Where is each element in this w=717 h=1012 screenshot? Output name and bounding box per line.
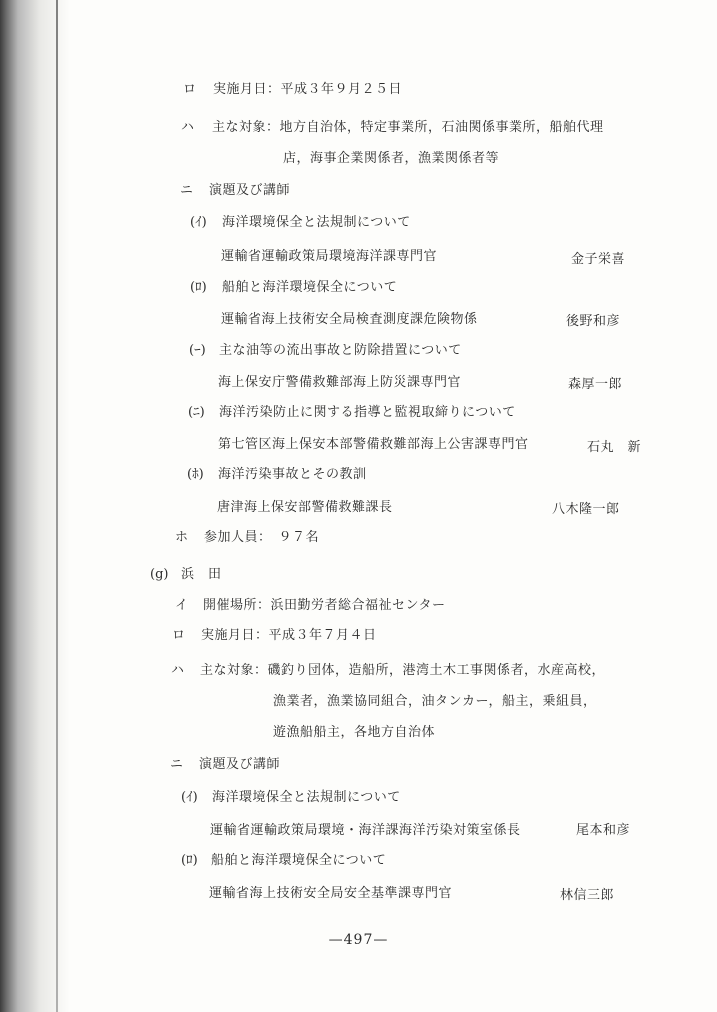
text-line: 海上保安庁警備救難部海上防災課専門官: [218, 375, 462, 390]
list-marker: (ｲ): [190, 215, 207, 230]
list-marker: イ: [175, 598, 189, 613]
list-marker: (g): [150, 567, 169, 582]
lecturer-name: 林信三郎: [560, 888, 615, 903]
text-line: 漁業者，漁業協同組合，油タンカー，船主，乗組員，: [273, 694, 597, 709]
text-line: 実施月日：平成３年７月４日: [201, 628, 377, 643]
text-line: 船舶と海洋環境保全について: [211, 853, 387, 868]
list-marker: ハ: [171, 663, 185, 678]
text-line: 第七管区海上保安本部警備救難部海上公害課専門官: [218, 437, 529, 452]
list-marker: (ﾛ): [181, 853, 198, 868]
text-line: 主な油等の流出事故と防除措置について: [219, 343, 462, 358]
section-heading: 浜 田: [181, 567, 222, 582]
lecturer-name: 後野和彦: [566, 314, 621, 329]
text-line: 唐津海上保安部警備救難課長: [217, 500, 393, 515]
text-line: 演題及び講師: [209, 183, 291, 198]
list-marker: ロ: [172, 628, 186, 643]
list-marker: (ｰ): [189, 343, 206, 358]
text-line: 船舶と海洋環境保全について: [222, 280, 398, 295]
text-line: 海洋汚染事故とその教訓: [218, 467, 367, 482]
list-marker: ロ: [183, 82, 197, 97]
lecturer-name: 石丸 新: [587, 440, 642, 455]
text-line: 運輸省海上技術安全局検査測度課危険物係: [221, 312, 478, 327]
text-line: 海洋汚染防止に関する指導と監視取締りについて: [219, 405, 516, 420]
list-marker: ホ: [175, 530, 189, 545]
lecturer-name: 金子栄喜: [571, 252, 626, 267]
list-marker: ニ: [170, 757, 184, 772]
text-line: 演題及び講師: [199, 757, 281, 772]
lecturer-name: 尾本和彦: [576, 823, 631, 838]
list-marker: (ｲ): [181, 790, 198, 805]
text-line: 主な対象：磯釣り団体，造船所，港湾土木工事関係者，水産高校，: [200, 663, 606, 678]
text-line: 開催場所：浜田勤労者総合福祉センター: [203, 598, 446, 613]
list-marker: ハ: [181, 120, 195, 135]
text-line: 運輸省運輸政策局環境海洋課専門官: [221, 249, 438, 264]
text-line: 主な対象：地方自治体，特定事業所，石油関係事業所，船舶代理: [212, 120, 604, 135]
text-line: 海洋環境保全と法規制について: [212, 790, 401, 805]
text-line: 運輸省海上技術安全局安全基準課専門官: [209, 886, 453, 901]
lecturer-name: 森厚一郎: [568, 377, 623, 392]
text-line: 運輸省運輸政策局環境・海洋課海洋汚染対策室係長: [210, 823, 521, 838]
text-line: 遊漁船船主，各地方自治体: [273, 725, 436, 740]
text-line: 参加人員： ９７名: [204, 530, 320, 545]
text-line: 実施月日：平成３年９月２５日: [213, 82, 403, 97]
list-marker: (ﾛ): [190, 280, 207, 295]
lecturer-name: 八木隆一郎: [552, 502, 620, 517]
text-line: 海洋環境保全と法規制について: [222, 215, 411, 230]
list-marker: ニ: [180, 183, 194, 198]
list-marker: (ﾆ): [188, 405, 205, 420]
list-marker: (ﾎ): [187, 467, 204, 482]
binding-edge: [56, 0, 58, 1012]
text-line: 店，海事企業関係者，漁業関係者等: [283, 151, 500, 166]
page-number: —497—: [328, 932, 389, 948]
binding-shadow: [0, 0, 70, 1012]
